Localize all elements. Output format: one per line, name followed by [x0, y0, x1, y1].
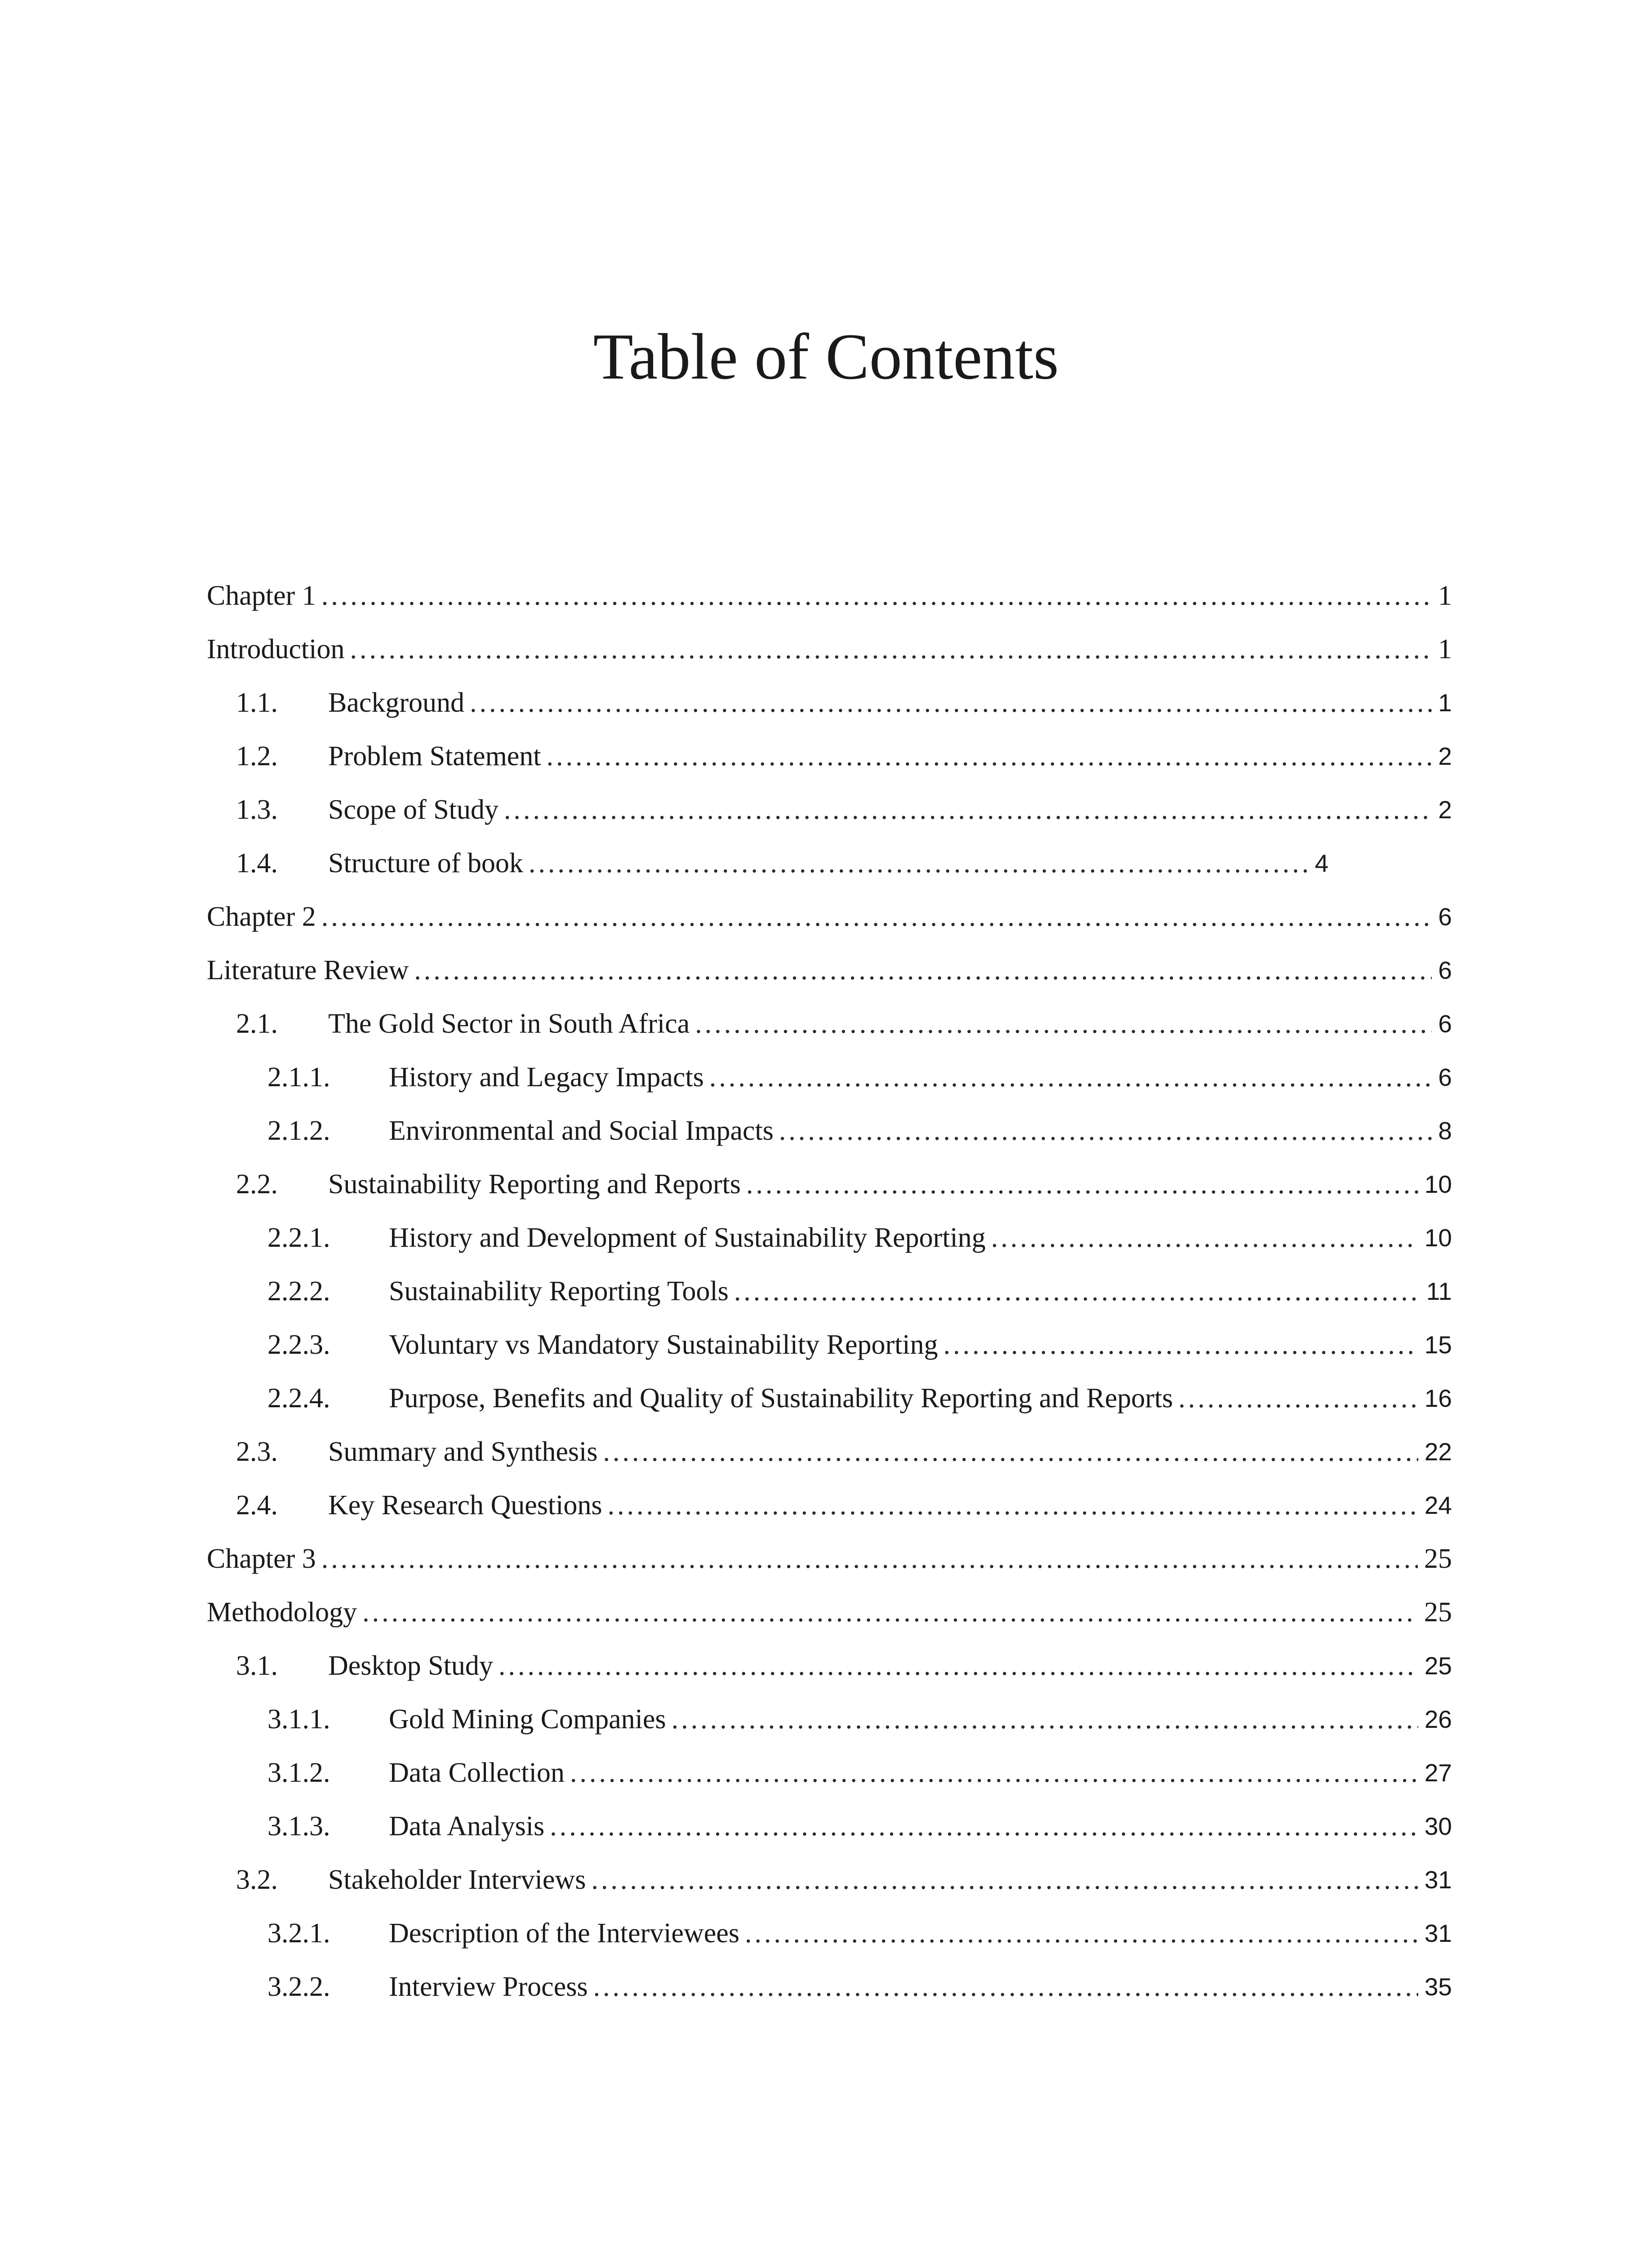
toc-entry-label: Purpose, Benefits and Quality of Sustainability Reporting and Reports	[389, 1380, 1178, 1416]
toc-entry-number: 3.2.1.	[267, 1918, 330, 1949]
toc-entry-label: Problem Statement	[328, 738, 547, 774]
toc-entry-page-number: 6	[1438, 902, 1452, 931]
toc-entry-label: Background	[328, 685, 470, 721]
toc-entry-label: Scope of Study	[328, 792, 504, 828]
toc-entry[interactable]	[207, 1746, 1452, 1799]
toc-entry-page-number: 2	[1438, 795, 1452, 824]
toc-entry[interactable]	[207, 1425, 1452, 1478]
toc-entry-label: Sustainability Reporting and Reports	[328, 1166, 746, 1202]
toc-dot-leader	[779, 1113, 1432, 1149]
toc-entry[interactable]	[207, 943, 1452, 997]
toc-entry[interactable]	[207, 783, 1452, 836]
toc-entry-label: Voluntary vs Mandatory Sustainability Reporting	[389, 1327, 944, 1363]
toc-dot-leader	[550, 1808, 1418, 1844]
toc-entry-number: 3.1.2.	[267, 1757, 330, 1788]
toc-entry[interactable]	[207, 1478, 1452, 1532]
toc-entry-page-number: 15	[1424, 1330, 1452, 1359]
toc-entry-page-number: 24	[1424, 1491, 1452, 1519]
toc-entry-number: 2.2.3.	[267, 1329, 330, 1360]
toc-dot-leader	[608, 1487, 1418, 1523]
toc-dot-leader	[591, 1862, 1418, 1898]
toc-entry-page-number: 4	[1314, 849, 1329, 877]
toc-entry-label: Structure of book	[328, 845, 529, 881]
toc-entry[interactable]	[207, 836, 1452, 890]
toc-entry[interactable]	[207, 676, 1452, 729]
toc-entry-number: 2.2.2.	[267, 1276, 330, 1307]
toc-entry[interactable]	[207, 1050, 1452, 1104]
toc-entry[interactable]	[207, 1157, 1452, 1211]
toc-dot-leader	[362, 1594, 1418, 1630]
toc-entry-page-number: 31	[1424, 1865, 1452, 1894]
toc-entry-label: Gold Mining Companies	[389, 1701, 672, 1737]
toc-entry-page-number: 35	[1424, 1972, 1452, 2001]
toc-entry-label: Data Collection	[389, 1755, 570, 1791]
toc-entry-number: 1.1.	[236, 687, 278, 718]
toc-dot-leader	[695, 1006, 1432, 1042]
toc-entry-number: 2.4.	[236, 1490, 278, 1521]
toc-entry[interactable]	[207, 1692, 1452, 1746]
toc-entry-label: Literature Review	[207, 952, 414, 988]
toc-entry-page-number: 10	[1424, 1170, 1452, 1198]
toc-entry[interactable]	[207, 569, 1452, 622]
toc-entry-number: 2.2.4.	[267, 1383, 330, 1414]
toc-entry[interactable]	[207, 1532, 1452, 1585]
toc-entry[interactable]	[207, 1264, 1452, 1318]
toc-entry-label: Sustainability Reporting Tools	[389, 1273, 734, 1309]
toc-entry[interactable]	[207, 1799, 1452, 1853]
toc-entry-label: Chapter 2	[207, 899, 321, 935]
toc-entry[interactable]	[207, 729, 1452, 783]
toc-entry-label: The Gold Sector in South Africa	[328, 1006, 695, 1042]
toc-dot-leader	[1178, 1380, 1418, 1416]
toc-entry-page-number: 31	[1424, 1919, 1452, 1947]
toc-entry-number: 3.2.2.	[267, 1971, 330, 2002]
toc-entry-label: History and Legacy Impacts	[389, 1059, 709, 1095]
toc-entry-label: Introduction	[207, 631, 350, 667]
toc-entry-label: Chapter 3	[207, 1541, 321, 1577]
toc-entry-page-number: 11	[1426, 1277, 1452, 1305]
toc-entry-page-number: 27	[1424, 1758, 1452, 1787]
toc-entry-number: 1.4.	[236, 847, 278, 879]
table-of-contents	[207, 569, 1452, 2013]
toc-entry[interactable]	[207, 1639, 1452, 1692]
toc-dot-leader	[734, 1273, 1420, 1309]
toc-entry-number: 3.1.	[236, 1650, 278, 1681]
toc-entry-page-number: 25	[1424, 1651, 1452, 1680]
toc-entry[interactable]	[207, 1371, 1452, 1425]
toc-entry-number: 1.2.	[236, 740, 278, 772]
toc-entry-label: Interview Process	[389, 1969, 593, 2005]
toc-dot-leader	[746, 1166, 1418, 1202]
toc-entry-page-number: 1	[1438, 633, 1452, 665]
toc-entry-number: 2.2.	[236, 1169, 278, 1200]
toc-entry-label: Stakeholder Interviews	[328, 1862, 591, 1898]
toc-entry-page-number: 16	[1424, 1384, 1452, 1412]
toc-entry-label: Summary and Synthesis	[328, 1434, 603, 1470]
toc-entry-label: Key Research Questions	[328, 1487, 608, 1523]
toc-entry-page-number: 25	[1424, 1597, 1452, 1628]
toc-entry[interactable]	[207, 890, 1452, 943]
toc-entry-page-number: 2	[1438, 742, 1452, 770]
toc-entry-number: 1.3.	[236, 794, 278, 825]
toc-dot-leader	[414, 952, 1432, 988]
toc-dot-leader	[470, 685, 1432, 721]
toc-dot-leader	[570, 1755, 1418, 1791]
toc-dot-leader	[603, 1434, 1418, 1470]
toc-entry-number: 3.1.1.	[267, 1704, 330, 1735]
toc-entry-page-number: 1	[1438, 688, 1452, 717]
toc-dot-leader	[593, 1969, 1418, 2005]
toc-entry[interactable]	[207, 1960, 1452, 2013]
toc-entry-label: History and Development of Sustainability Reporting	[389, 1220, 991, 1256]
toc-entry-page-number: 6	[1438, 956, 1452, 984]
toc-dot-leader	[745, 1915, 1418, 1951]
toc-dot-leader	[321, 578, 1432, 614]
toc-entry-page-number: 6	[1438, 1009, 1452, 1038]
toc-dot-leader	[321, 1541, 1418, 1577]
toc-dot-leader	[672, 1701, 1418, 1737]
toc-dot-leader	[991, 1220, 1418, 1256]
toc-entry-number: 2.1.2.	[267, 1115, 330, 1146]
toc-entry-number: 2.2.1.	[267, 1222, 330, 1253]
toc-entry[interactable]	[207, 1585, 1452, 1639]
toc-entry-number: 3.2.	[236, 1864, 278, 1895]
page-title: Table of Contents	[593, 320, 1059, 393]
toc-entry-number: 2.3.	[236, 1436, 278, 1467]
toc-dot-leader	[350, 631, 1432, 667]
toc-entry-label: Methodology	[207, 1594, 362, 1630]
toc-entry-page-number: 10	[1424, 1223, 1452, 1252]
toc-dot-leader	[944, 1327, 1418, 1363]
toc-entry-page-number: 26	[1424, 1705, 1452, 1733]
toc-entry-label: Desktop Study	[328, 1648, 499, 1684]
toc-entry-label: Chapter 1	[207, 578, 321, 614]
toc-entry-page-number: 22	[1424, 1437, 1452, 1466]
toc-dot-leader	[529, 845, 1309, 881]
toc-dot-leader	[321, 899, 1432, 935]
toc-entry-page-number: 30	[1424, 1812, 1452, 1840]
toc-entry-number: 2.1.1.	[267, 1062, 330, 1093]
toc-dot-leader	[499, 1648, 1418, 1684]
toc-entry[interactable]	[207, 1211, 1452, 1264]
toc-dot-leader	[709, 1059, 1432, 1095]
toc-entry[interactable]	[207, 997, 1452, 1050]
toc-entry-page-number: 1	[1438, 580, 1452, 611]
toc-entry-page-number: 25	[1424, 1543, 1452, 1574]
toc-entry[interactable]	[207, 1318, 1452, 1371]
toc-entry-number: 2.1.	[236, 1008, 278, 1039]
toc-entry-page-number: 8	[1438, 1116, 1452, 1145]
toc-entry[interactable]	[207, 622, 1452, 676]
toc-entry[interactable]	[207, 1104, 1452, 1157]
toc-entry-label: Description of the Interviewees	[389, 1915, 745, 1951]
toc-dot-leader	[504, 792, 1432, 828]
toc-entry-label: Environmental and Social Impacts	[389, 1113, 779, 1149]
toc-entry-label: Data Analysis	[389, 1808, 550, 1844]
toc-entry-page-number: 6	[1438, 1063, 1452, 1091]
toc-entry[interactable]	[207, 1853, 1452, 1906]
toc-entry[interactable]	[207, 1906, 1452, 1960]
toc-entry-number: 3.1.3.	[267, 1811, 330, 1842]
toc-dot-leader	[547, 738, 1432, 774]
